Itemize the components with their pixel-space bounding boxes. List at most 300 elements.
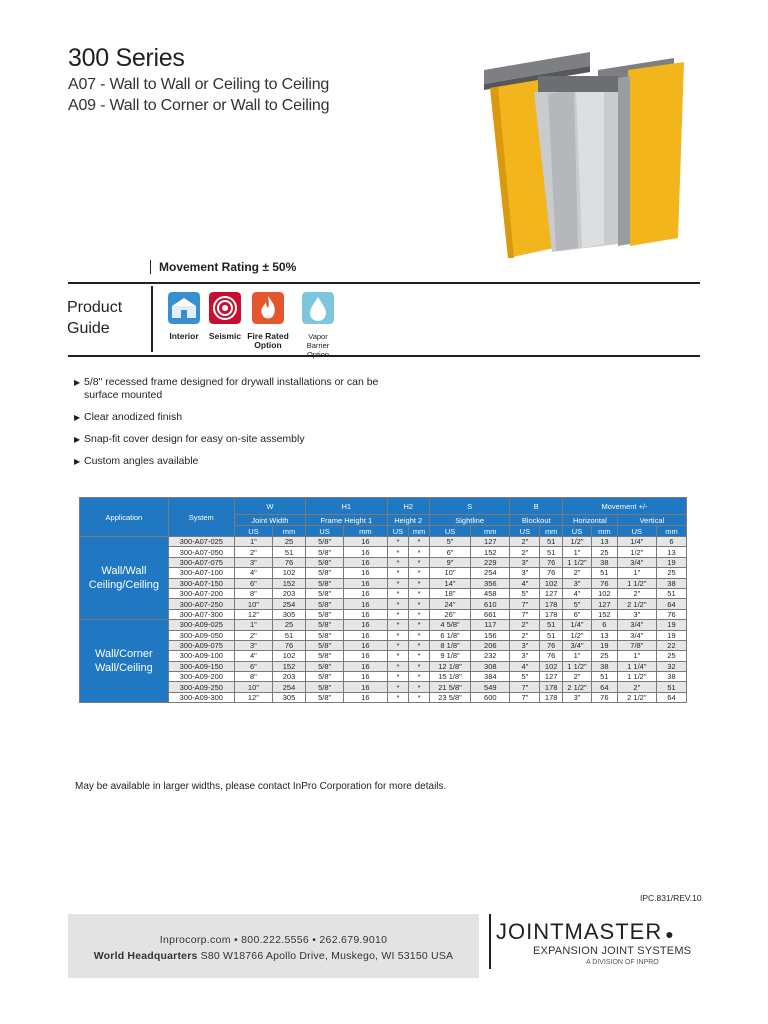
value-cell: 3/4" [617, 557, 656, 567]
value-cell: 51 [591, 672, 617, 682]
value-cell: * [409, 692, 430, 702]
value-cell: 10" [234, 682, 272, 692]
value-cell: 1" [617, 568, 656, 578]
system-cell: 300-A07-025 [168, 537, 234, 547]
value-cell: 16 [344, 682, 387, 692]
value-cell: 178 [540, 682, 563, 692]
value-cell: 4" [510, 578, 540, 588]
brand-division: A DIVISION OF INPRO [586, 959, 659, 966]
value-cell: 7" [510, 609, 540, 619]
value-cell: 102 [591, 588, 617, 598]
value-cell: * [409, 672, 430, 682]
bullet-arrow-icon: ▶ [74, 413, 81, 422]
value-cell: 51 [273, 547, 306, 557]
value-cell: 51 [540, 630, 563, 640]
value-cell: 25 [591, 547, 617, 557]
value-cell: 152 [273, 661, 306, 671]
specification-table [79, 497, 687, 703]
value-cell: 4" [234, 651, 272, 661]
value-cell: 21 5/8" [429, 682, 470, 692]
value-cell: 18" [429, 588, 470, 598]
value-cell: 5/8" [306, 682, 344, 692]
seismic-icon [209, 292, 241, 324]
value-cell: 102 [540, 661, 563, 671]
table-row [80, 682, 687, 692]
value-cell: 1 1/2" [563, 661, 592, 671]
value-cell: 102 [273, 568, 306, 578]
value-cell: 1" [234, 620, 272, 630]
value-cell: 5/8" [306, 630, 344, 640]
page-title: 300 Series [68, 44, 185, 72]
value-cell: 1/4" [617, 537, 656, 547]
table-row [80, 609, 687, 619]
value-cell: 5/8" [306, 609, 344, 619]
badge-seismic-label: Seismic [208, 331, 242, 341]
value-cell: 76 [591, 578, 617, 588]
value-cell: 16 [344, 692, 387, 702]
value-cell: 2 1/2" [617, 599, 656, 609]
value-cell: 24" [429, 599, 470, 609]
value-cell: 64 [656, 692, 686, 702]
value-cell: * [387, 672, 409, 682]
value-cell: * [387, 640, 409, 650]
bullet-arrow-icon: ▶ [74, 457, 81, 466]
value-cell: 3" [563, 692, 592, 702]
value-cell: 1/2" [563, 630, 592, 640]
value-cell: 384 [471, 672, 510, 682]
value-cell: 4" [563, 588, 592, 598]
value-cell: 254 [471, 568, 510, 578]
subheader-blockout: Blockout [510, 515, 563, 526]
header-group-h1: H1 [306, 498, 388, 515]
system-cell: 300-A07-150 [168, 578, 234, 588]
header-group-h2: H2 [387, 498, 429, 515]
value-cell: 9" [429, 557, 470, 567]
value-cell: 127 [540, 672, 563, 682]
footer-contact: Inprocorp.com • 800.222.5556 • 262.679.9010 [159, 934, 388, 946]
value-cell: 5/8" [306, 692, 344, 702]
value-cell: 5" [510, 672, 540, 682]
unit-header: mm [273, 526, 306, 537]
bullet-arrow-icon: ▶ [74, 378, 81, 387]
value-cell: 8" [234, 588, 272, 598]
value-cell: 152 [273, 578, 306, 588]
value-cell: 1" [617, 651, 656, 661]
value-cell: * [409, 599, 430, 609]
badge-vapor-label: Vapor Barrier [306, 332, 330, 350]
value-cell: 5/8" [306, 588, 344, 598]
value-cell: 308 [471, 661, 510, 671]
value-cell: 51 [656, 588, 686, 598]
value-cell: 13 [591, 630, 617, 640]
value-cell: 76 [273, 640, 306, 650]
value-cell: 1" [234, 537, 272, 547]
product-guide-title-line1: Product [67, 299, 123, 316]
value-cell: 8 1/8" [429, 640, 470, 650]
value-cell: 12 1/8" [429, 661, 470, 671]
system-cell: 300-A09-250 [168, 682, 234, 692]
value-cell: 2" [563, 568, 592, 578]
value-cell: 32 [656, 661, 686, 671]
value-cell: * [409, 651, 430, 661]
value-cell: 38 [591, 557, 617, 567]
value-cell: 5/8" [306, 599, 344, 609]
value-cell: 1/2" [617, 547, 656, 557]
value-cell: 5/8" [306, 661, 344, 671]
value-cell: 1 1/4" [617, 661, 656, 671]
value-cell: 38 [656, 578, 686, 588]
value-cell: 549 [471, 682, 510, 692]
badge-vapor-barrier [296, 292, 340, 359]
value-cell: 16 [344, 557, 387, 567]
subheader-height-2: Height 2 [387, 515, 429, 526]
value-cell: 5" [563, 599, 592, 609]
value-cell: 19 [656, 620, 686, 630]
divider-top [68, 282, 700, 284]
value-cell: * [409, 588, 430, 598]
unit-header: US [387, 526, 409, 537]
value-cell: 5/8" [306, 640, 344, 650]
product-illustration [478, 48, 692, 260]
availability-note: May be available in larger widths, please contact InPro Corporation for more details. [75, 781, 447, 792]
system-cell: 300-A09-050 [168, 630, 234, 640]
brand-logo [496, 919, 675, 945]
value-cell: * [387, 557, 409, 567]
unit-header: US [234, 526, 272, 537]
value-cell: 16 [344, 630, 387, 640]
system-cell: 300-A09-300 [168, 692, 234, 702]
value-cell: 102 [273, 651, 306, 661]
unit-header: mm [409, 526, 430, 537]
table-row [80, 599, 687, 609]
brand-tagline: EXPANSION JOINT SYSTEMS [533, 945, 692, 957]
value-cell: 206 [471, 640, 510, 650]
value-cell: 2" [510, 630, 540, 640]
value-cell: 2" [510, 620, 540, 630]
value-cell: 14" [429, 578, 470, 588]
value-cell: 8" [234, 672, 272, 682]
value-cell: 22 [656, 640, 686, 650]
value-cell: 5/8" [306, 568, 344, 578]
value-cell: 12" [234, 609, 272, 619]
brand-name: JOINTMASTER [496, 919, 663, 944]
value-cell: 6 1/8" [429, 630, 470, 640]
value-cell: 117 [471, 620, 510, 630]
system-cell: 300-A07-075 [168, 557, 234, 567]
value-cell: 76 [540, 568, 563, 578]
value-cell: 10" [234, 599, 272, 609]
value-cell: 4" [510, 661, 540, 671]
value-cell: 1 1/2" [617, 672, 656, 682]
value-cell: * [387, 578, 409, 588]
table-row [80, 537, 687, 547]
product-guide-title-line2: Guide [67, 320, 110, 337]
unit-header: mm [656, 526, 686, 537]
value-cell: 305 [273, 692, 306, 702]
value-cell: 3" [510, 651, 540, 661]
value-cell: 25 [591, 651, 617, 661]
vapor-barrier-icon [302, 292, 334, 324]
system-cell: 300-A07-250 [168, 599, 234, 609]
value-cell: 25 [273, 537, 306, 547]
value-cell: 7" [510, 682, 540, 692]
value-cell: 7" [510, 599, 540, 609]
value-cell: 7/8" [617, 640, 656, 650]
value-cell: 10" [429, 568, 470, 578]
badge-fire-rated [246, 292, 290, 350]
table-row [80, 651, 687, 661]
guide-divider [151, 286, 153, 352]
document-code: IPC.831/REV.10 [640, 893, 702, 903]
value-cell: 76 [540, 557, 563, 567]
value-cell: * [387, 599, 409, 609]
value-cell: * [409, 557, 430, 567]
value-cell: 16 [344, 609, 387, 619]
value-cell: 6" [234, 661, 272, 671]
value-cell: 3" [510, 557, 540, 567]
unit-header: US [563, 526, 592, 537]
value-cell: 178 [540, 692, 563, 702]
table-row [80, 547, 687, 557]
feature-item: ▶ Clear anodized finish [74, 411, 183, 423]
value-cell: 5/8" [306, 537, 344, 547]
value-cell: 16 [344, 599, 387, 609]
badge-fire-label: Fire Rated Option [247, 331, 289, 350]
value-cell: * [409, 568, 430, 578]
value-cell: * [387, 588, 409, 598]
unit-header: mm [344, 526, 387, 537]
feature-item: ▶ 5/8" recessed frame designed for drywall installations or can be surface mounted [74, 376, 379, 401]
header-application: Application [80, 498, 169, 537]
value-cell: * [387, 682, 409, 692]
value-cell: 152 [471, 547, 510, 557]
value-cell: * [387, 620, 409, 630]
subheader-sightline: Sightline [429, 515, 510, 526]
value-cell: 102 [540, 578, 563, 588]
value-cell: * [409, 620, 430, 630]
divider-bottom [68, 355, 700, 357]
value-cell: 51 [591, 568, 617, 578]
unit-header: US [617, 526, 656, 537]
value-cell: 3" [234, 640, 272, 650]
value-cell: 6" [234, 578, 272, 588]
table-row [80, 672, 687, 682]
value-cell: 4 5/8" [429, 620, 470, 630]
value-cell: 6" [429, 547, 470, 557]
value-cell: 4" [234, 568, 272, 578]
value-cell: * [409, 640, 430, 650]
unit-header: mm [540, 526, 563, 537]
value-cell: 25 [273, 620, 306, 630]
value-cell: 156 [471, 630, 510, 640]
value-cell: 16 [344, 588, 387, 598]
value-cell: 23 5/8" [429, 692, 470, 702]
table-row [80, 620, 687, 630]
value-cell: 19 [656, 630, 686, 640]
value-cell: 16 [344, 640, 387, 650]
value-cell: 5/8" [306, 620, 344, 630]
value-cell: 1" [563, 547, 592, 557]
value-cell: 6 [656, 537, 686, 547]
table-row [80, 557, 687, 567]
value-cell: 2" [510, 547, 540, 557]
value-cell: 2" [617, 682, 656, 692]
value-cell: 356 [471, 578, 510, 588]
value-cell: * [409, 661, 430, 671]
value-cell: 51 [273, 630, 306, 640]
value-cell: 76 [273, 557, 306, 567]
badge-interior-label: Interior [169, 331, 199, 341]
value-cell: 610 [471, 599, 510, 609]
value-cell: 1/4" [563, 620, 592, 630]
value-cell: * [387, 661, 409, 671]
footer-hq-label: World Headquarters [93, 950, 198, 962]
value-cell: 1/2" [563, 537, 592, 547]
interior-icon [168, 292, 200, 324]
value-cell: 3/4" [563, 640, 592, 650]
value-cell: 2" [234, 630, 272, 640]
value-cell: 5/8" [306, 547, 344, 557]
badge-interior [166, 292, 202, 341]
value-cell: * [387, 630, 409, 640]
system-cell: 300-A07-200 [168, 588, 234, 598]
value-cell: 64 [656, 599, 686, 609]
value-cell: 3/4" [617, 630, 656, 640]
value-cell: 3" [510, 568, 540, 578]
brand-dot-icon: ● [665, 926, 675, 942]
value-cell: * [387, 609, 409, 619]
value-cell: * [387, 547, 409, 557]
table-row [80, 630, 687, 640]
value-cell: 2 1/2" [617, 692, 656, 702]
subtitle-a07: A07 - Wall to Wall or Ceiling to Ceiling [68, 76, 330, 93]
value-cell: 203 [273, 588, 306, 598]
value-cell: 5/8" [306, 557, 344, 567]
feature-item: ▶ Snap-fit cover design for easy on-site assembly [74, 433, 305, 445]
value-cell: 16 [344, 578, 387, 588]
value-cell: 2" [510, 537, 540, 547]
value-cell: 76 [540, 651, 563, 661]
value-cell: 254 [273, 599, 306, 609]
value-cell: 64 [591, 682, 617, 692]
footer-address [68, 950, 479, 962]
unit-header: mm [591, 526, 617, 537]
value-cell: 305 [273, 609, 306, 619]
value-cell: 51 [540, 537, 563, 547]
system-cell: 300-A07-100 [168, 568, 234, 578]
value-cell: 2" [617, 588, 656, 598]
header-group-movement: Movement +/- [563, 498, 687, 515]
table-row [80, 640, 687, 650]
value-cell: 16 [344, 568, 387, 578]
bullet-arrow-icon: ▶ [74, 435, 81, 444]
value-cell: 127 [591, 599, 617, 609]
table-row [80, 568, 687, 578]
system-cell: 300-A09-075 [168, 640, 234, 650]
application-cell: Wall/Wall Ceiling/Ceiling [80, 537, 169, 620]
value-cell: 3" [234, 557, 272, 567]
value-cell: 12" [234, 692, 272, 702]
value-cell: 2 1/2" [563, 682, 592, 692]
value-cell: 13 [591, 537, 617, 547]
system-cell: 300-A09-100 [168, 651, 234, 661]
value-cell: 16 [344, 661, 387, 671]
header-group-w: W [234, 498, 305, 515]
header-system: System [168, 498, 234, 537]
feature-item: ▶ Custom angles available [74, 455, 199, 467]
value-cell: 51 [540, 547, 563, 557]
value-cell: * [409, 537, 430, 547]
footer-band [68, 914, 479, 978]
unit-header: mm [471, 526, 510, 537]
table-row [80, 578, 687, 588]
unit-header: US [510, 526, 540, 537]
value-cell: 9 1/8" [429, 651, 470, 661]
badge-seismic [207, 292, 243, 341]
value-cell: 600 [471, 692, 510, 702]
value-cell: 6" [563, 609, 592, 619]
value-cell: * [409, 547, 430, 557]
value-cell: * [409, 609, 430, 619]
value-cell: 13 [656, 547, 686, 557]
value-cell: 51 [540, 620, 563, 630]
value-cell: 3/4" [617, 620, 656, 630]
unit-header: US [429, 526, 470, 537]
application-cell: Wall/Corner Wall/Ceiling [80, 620, 169, 703]
value-cell: 19 [656, 557, 686, 567]
value-cell: * [409, 630, 430, 640]
product-guide-title [67, 297, 122, 339]
value-cell: 178 [540, 609, 563, 619]
footer-hq-address: S80 W18766 Apollo Drive, Muskego, WI 53150 USA [197, 950, 454, 962]
value-cell: 16 [344, 672, 387, 682]
value-cell: 25 [656, 651, 686, 661]
value-cell: 254 [273, 682, 306, 692]
value-cell: * [409, 682, 430, 692]
value-cell: 5/8" [306, 578, 344, 588]
value-cell: 38 [591, 661, 617, 671]
value-cell: * [409, 578, 430, 588]
value-cell: * [387, 692, 409, 702]
value-cell: 1 1/2" [563, 557, 592, 567]
value-cell: 1" [563, 651, 592, 661]
value-cell: 25 [656, 568, 686, 578]
value-cell: 2" [563, 672, 592, 682]
value-cell: 76 [540, 640, 563, 650]
value-cell: 76 [591, 692, 617, 702]
value-cell: 16 [344, 620, 387, 630]
value-cell: 458 [471, 588, 510, 598]
value-cell: 3" [510, 640, 540, 650]
value-cell: 16 [344, 651, 387, 661]
movement-rating: Movement Rating ± 50% [150, 260, 296, 274]
unit-header: US [306, 526, 344, 537]
value-cell: 152 [591, 609, 617, 619]
table-body [80, 537, 687, 703]
value-cell: 2" [234, 547, 272, 557]
value-cell: 5" [429, 537, 470, 547]
feature-list [72, 376, 402, 477]
value-cell: 38 [656, 672, 686, 682]
header-group-s: S [429, 498, 510, 515]
table-row [80, 692, 687, 702]
value-cell: 16 [344, 537, 387, 547]
header-group-b: B [510, 498, 563, 515]
value-cell: 51 [656, 682, 686, 692]
value-cell: 5" [510, 588, 540, 598]
value-cell: 26" [429, 609, 470, 619]
system-cell: 300-A07-300 [168, 609, 234, 619]
